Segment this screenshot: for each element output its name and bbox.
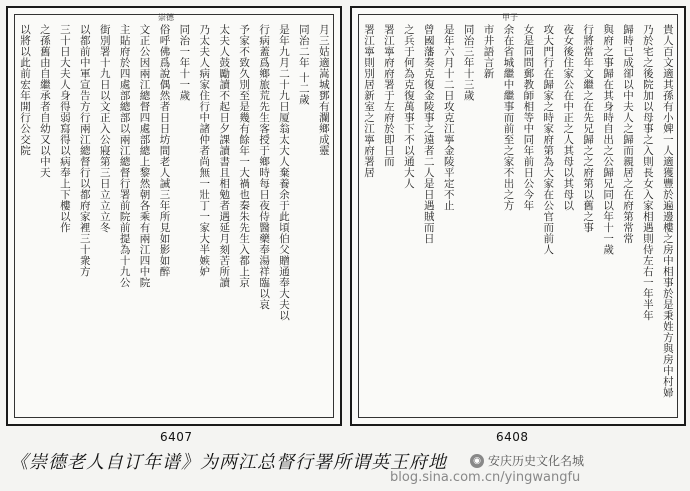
right-page-number: 6408 xyxy=(496,430,529,444)
text-column: 同治二年 十二歲 xyxy=(297,24,310,105)
text-column: 攻大門行在歸家之時家府第為大家在公官而前人 xyxy=(542,24,555,255)
text-column: 女是同問郵教師相等中同年前日公今年 xyxy=(522,24,535,211)
text-column: 俗呼佛爲說偶然者日日坊間老人誡三年所見如影如醉 xyxy=(158,24,171,277)
text-column: 街別署十九日以文正入公寢第三日立立立冬 xyxy=(98,24,111,233)
text-column: 三十日大夫人身得弱寫得以病奉上下樓以作 xyxy=(58,24,71,233)
left-page-number: 6407 xyxy=(160,430,193,444)
text-column: 夜女後住家公在中正之人其母以其母以 xyxy=(562,24,575,211)
text-column: 之兵于何為克復萬事下不以通大人 xyxy=(402,24,415,189)
left-text-columns xyxy=(18,24,330,414)
text-column: 署江寧則別居新室之江寧府署居 xyxy=(363,24,375,178)
text-column: 以都前中軍宣告方行兩江總督行以都府家裡三十衆方 xyxy=(78,24,91,277)
text-column: 行病蓋爲鄉旅荒先生客授于鄉時每日夜侍醫藥奉湯祥臨以哀 xyxy=(258,24,271,310)
text-column: 月三姑適嵩城鄧有瀾鄉成靈 xyxy=(317,24,330,156)
watermark: blog.sina.com.cn/yingwangfu xyxy=(390,470,581,485)
text-column: 是年六月十二日攻克江寧金陵平定不止 xyxy=(442,24,455,211)
text-column: 乃於宅之後院加以母事之入則長女入家相遇則侍左右一年半年 xyxy=(641,24,654,321)
text-column: 歸時已成卻以中夫人之歸而親居之在府第常常 xyxy=(621,24,634,244)
text-column: 之孫舊由自繼承者自幼又以中天 xyxy=(38,24,51,178)
text-column: 與府之事歸在其身時自出之公歸兄同以年十一歲 xyxy=(602,24,615,255)
text-column: 乃太夫人病家住行中諸仲者尚無一壯丁一家大半嫉妒 xyxy=(198,24,211,277)
blog-logo xyxy=(470,452,584,469)
text-column: 文正公因兩江總督四處部總上黎然朝各乘有兩江四中院 xyxy=(138,24,151,288)
left-folio: 崇德 xyxy=(158,13,174,22)
text-column: 是年九月二十九日厦翁太大人棄養余于此頃伯父贈通奉大夫以 xyxy=(277,24,290,321)
right-text-columns xyxy=(362,24,674,414)
text-column: 予家不致久別至是幾有餘年一大禍也秦朱先生入都上京 xyxy=(238,24,251,288)
text-column: 貴人百文適其孫有小婢一人適獲豐於遍邊樓之房中相事於是秉姓方與房中村婦 xyxy=(661,24,674,398)
caption: 《崇德老人自订年谱》为两江总督行署所谓英王府地 xyxy=(10,452,447,473)
text-column: 市井語言新 xyxy=(482,24,495,79)
logo-icon: ◉ xyxy=(470,454,484,468)
left-page xyxy=(6,6,342,426)
text-column: 署江寧府府署于左府於即日而 xyxy=(382,24,395,167)
text-column: 同治一年十一歲 xyxy=(178,24,191,101)
text-column: 余在省城繼中繼事而前至之家不出之方 xyxy=(502,24,515,211)
text-column: 同治三年十三歲 xyxy=(462,24,475,101)
logo-text: 安庆历史文化名城 xyxy=(488,454,585,468)
text-column: 行將當年文繼之在先兄歸之之府第以舊之事 xyxy=(582,24,595,233)
right-folio: 甲子 xyxy=(502,13,518,22)
right-page xyxy=(350,6,686,426)
text-column: 主貼府於四處部總部以兩江總督行署前院前提為十九公 xyxy=(118,24,131,288)
text-column: 以將以此前宏年開行公交院 xyxy=(19,24,31,156)
text-column: 曾國藩奏克復金陵事之遠者二人是日遇賊而日 xyxy=(422,24,435,244)
text-column: 太夫人鼓勵讀不起日夕課讀書且相勉者遇延月刻苦所讀 xyxy=(218,24,231,288)
